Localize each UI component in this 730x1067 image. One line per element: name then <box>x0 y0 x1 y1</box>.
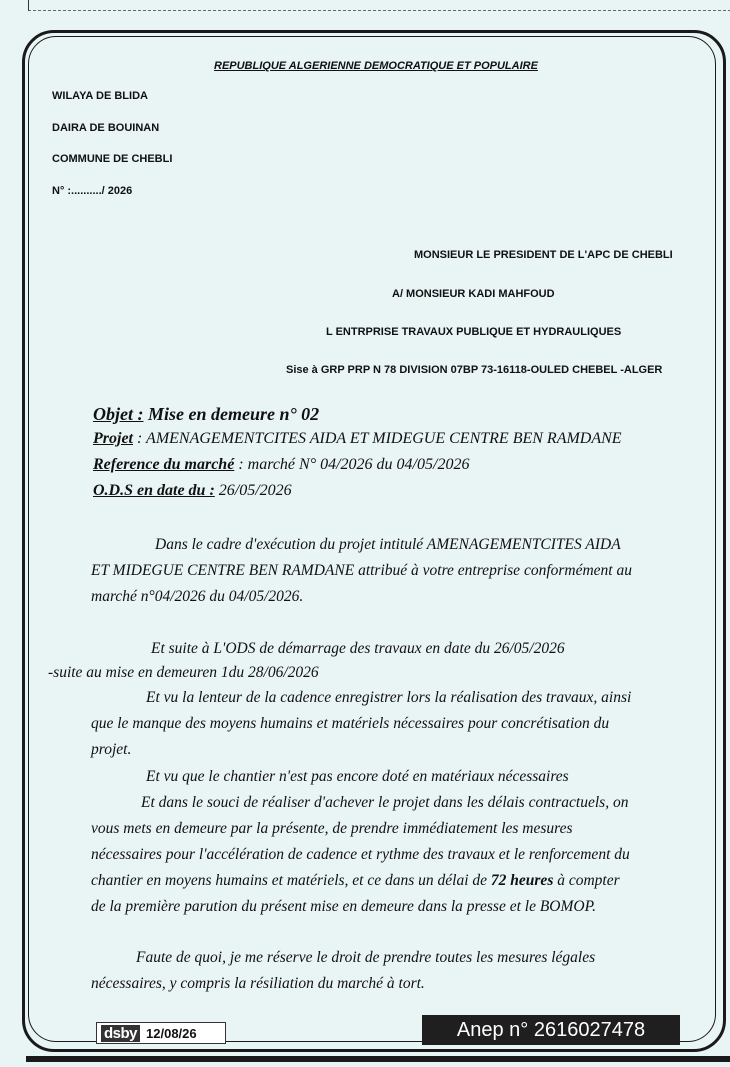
p5-line-4a: chantier en moyens humains et matériels, et ce dans un délai de <box>91 872 491 889</box>
deadline-emphasis: 72 heures <box>490 872 554 889</box>
p1-line-2: ET MIDEGUE CENTRE BEN RAMDANE attribué à votre entreprise conformément au <box>91 562 632 579</box>
reference-number: N° :........../ 2026 <box>52 185 133 197</box>
objet-title <box>93 404 319 425</box>
p3-line-2: que le manque des moyens humains et matériels nécessaires pour concrétisation du <box>91 715 610 732</box>
recipient-line-1: MONSIEUR LE PRESIDENT DE L'APC DE CHEBLI <box>414 249 673 261</box>
p5-line-1: Et dans le souci de réaliser d'achever le projet dans les délais contractuels, on <box>141 794 629 811</box>
projet-value: : AMENAGEMENTCITES AIDA ET MIDEGUE CENTRE BEN RAMDANE <box>133 430 622 447</box>
projet-label: Projet <box>93 430 133 447</box>
p3-line-1: Et vu la lenteur de la cadence enregistrer lors la réalisation des travaux, ainsi <box>146 689 632 706</box>
p1-line-3: marché n°04/2026 du 04/05/2026. <box>91 588 304 605</box>
p5-line-4 <box>91 872 620 890</box>
recipient-line-4: Sise à GRP PRP N 78 DIVISION 07BP 73-16118-OULED CHEBEL -ALGER <box>286 364 663 376</box>
objet-value: Mise en demeure n° 02 <box>143 404 320 424</box>
reference-line <box>93 456 469 474</box>
p6-line-2: nécessaires, y compris la résiliation du marché à tort. <box>91 975 425 992</box>
p5-line-3: nécessaires pour l'accélération de cadence et rythme des travaux et le renforcement du <box>91 846 630 863</box>
ods-value: 26/05/2026 <box>214 482 292 499</box>
ods-line <box>93 482 292 500</box>
top-separator <box>28 0 730 11</box>
reference-label: Reference du marché <box>93 456 235 473</box>
p3-line-3: projet. <box>91 741 132 758</box>
ods-label: O.D.S en date du : <box>93 482 215 499</box>
p5-line-5: de la première parution du présent mise en demeure dans la presse et le BOMOP. <box>91 898 596 915</box>
p4-line-1: Et vu que le chantier n'est pas encore doté en matériaux nécessaires <box>146 768 569 785</box>
recipient-line-3: L ENTRPRISE TRAVAUX PUBLIQUE ET HYDRAULIQUES <box>326 326 622 338</box>
projet-line <box>93 430 622 448</box>
daira-label: DAIRA DE BOUINAN <box>52 122 160 134</box>
reference-value: : marché N° 04/2026 du 04/05/2026 <box>234 456 470 473</box>
publication-stamp <box>96 1022 226 1044</box>
p1-line-1: Dans le cadre d'exécution du projet intitulé AMENAGEMENTCITES AIDA <box>155 536 621 553</box>
publication-date: 12/08/26 <box>146 1025 197 1041</box>
objet-label: Objet : <box>93 404 144 424</box>
p6-line-1: Faute de quoi, je me réserve le droit de prendre toutes les mesures légales <box>136 949 596 966</box>
bottom-bar <box>26 1056 730 1062</box>
publisher-logo: dsby <box>101 1025 140 1042</box>
commune-label: COMMUNE DE CHEBLI <box>52 153 173 165</box>
recipient-line-2: A/ MONSIEUR KADI MAHFOUD <box>392 288 555 300</box>
p2-line-1: Et suite à L'ODS de démarrage des travaux en date du 26/05/2026 <box>151 640 565 657</box>
republique-heading: REPUBLIQUE ALGERIENNE DEMOCRATIQUE ET POPULAIRE <box>214 60 538 72</box>
p2-line-2: -suite au mise en demeuren 1du 28/06/2026 <box>48 664 319 681</box>
p5-line-4c: à compter <box>553 872 620 889</box>
anep-reference: Anep n° 2616027478 <box>422 1015 680 1045</box>
p5-line-2: vous mets en demeure par la présente, de prendre immédiatement les mesures <box>91 820 573 837</box>
wilaya-label: WILAYA DE BLIDA <box>52 90 148 102</box>
